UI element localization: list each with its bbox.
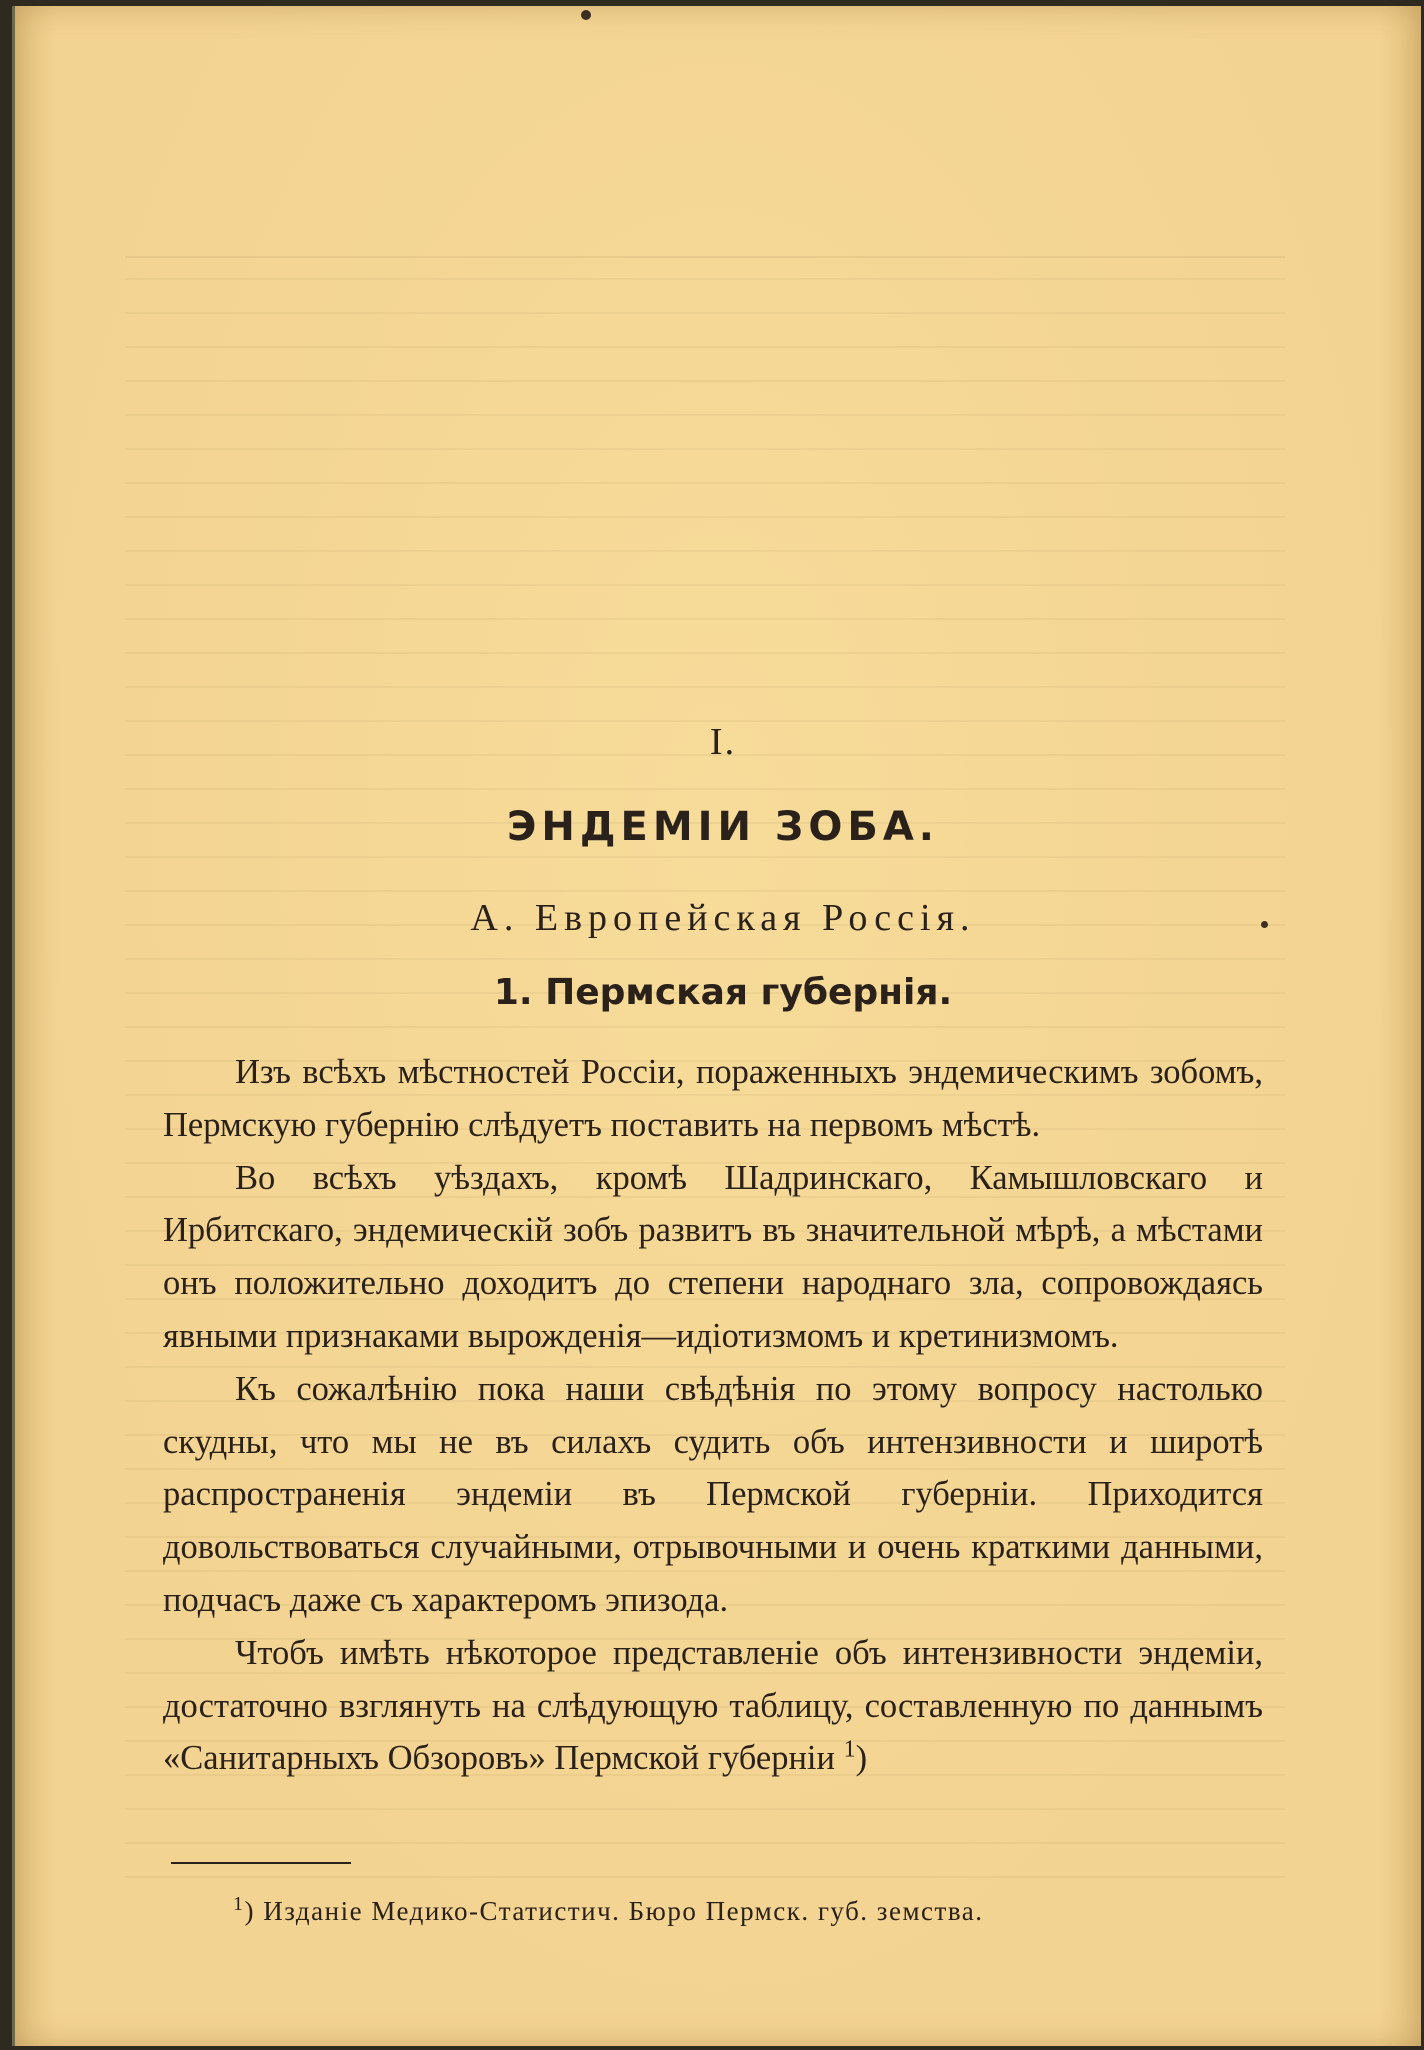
paragraph-4 — [163, 1627, 1263, 1785]
footnote-rule — [171, 1862, 351, 1864]
footnote-reference: 1 — [843, 1736, 856, 1763]
paragraph-3: Къ сожалѣнiю пока наши свѣдѣнiя по этому вопросу настолько скудны, что мы не въ силахъ судить объ интензивности и широтѣ распространенiя эндемiи въ Пермской губернiи. Приходится довольствоваться случайными, отрывочными и очень краткими данными, подчасъ даже съ характеромъ эпизода. — [163, 1369, 1263, 1619]
chapter-title: ЭНДЕМIИ ЗОБА. — [507, 804, 939, 850]
footnote-text: Изданiе Медико-Статистич. Бюро Пермск. губ. земства. — [263, 1896, 984, 1926]
paragraph-4-text: Чтобъ имѣть нѣкоторое представленiе объ интензивности эндемiи, достаточно взглянуть на слѣдующую таблицу, составленную по даннымъ «Санитарныхъ Обзоровъ» Пермской губернiи — [163, 1633, 1263, 1778]
paragraph-1: Изъ всѣхъ мѣстностей Россiи, пораженныхъ эндемическимъ зобомъ, Пермскую губернiю слѣдуетъ поставить на первомъ мѣстѣ. — [163, 1053, 1263, 1144]
footnote — [233, 1893, 984, 1927]
footnote-mark-close: ) — [244, 1896, 255, 1926]
page-content — [163, 6, 1283, 2046]
footnote-mark: 1 — [233, 1893, 245, 1915]
chapter-numeral: I. — [709, 721, 737, 763]
body-text — [163, 1046, 1263, 1785]
paragraph-2: Во всѣхъ уѣздахъ, кромѣ Шадринскаго, Камышловскаго и Ирбитскаго, эндемическiй зобъ развитъ въ значительной мѣрѣ, а мѣстами онъ положительно доходитъ до степени народнаго зла, сопровождаясь явными признаками вырожденiя—идiотизмомъ и кретинизмомъ. — [163, 1158, 1263, 1355]
book-page — [12, 6, 1421, 2046]
section-heading: 1. Пермская губернiя. — [493, 972, 953, 1013]
footnote-reference-close: ) — [855, 1739, 868, 1778]
part-subtitle: А. Европейская Россiя. — [470, 897, 976, 939]
